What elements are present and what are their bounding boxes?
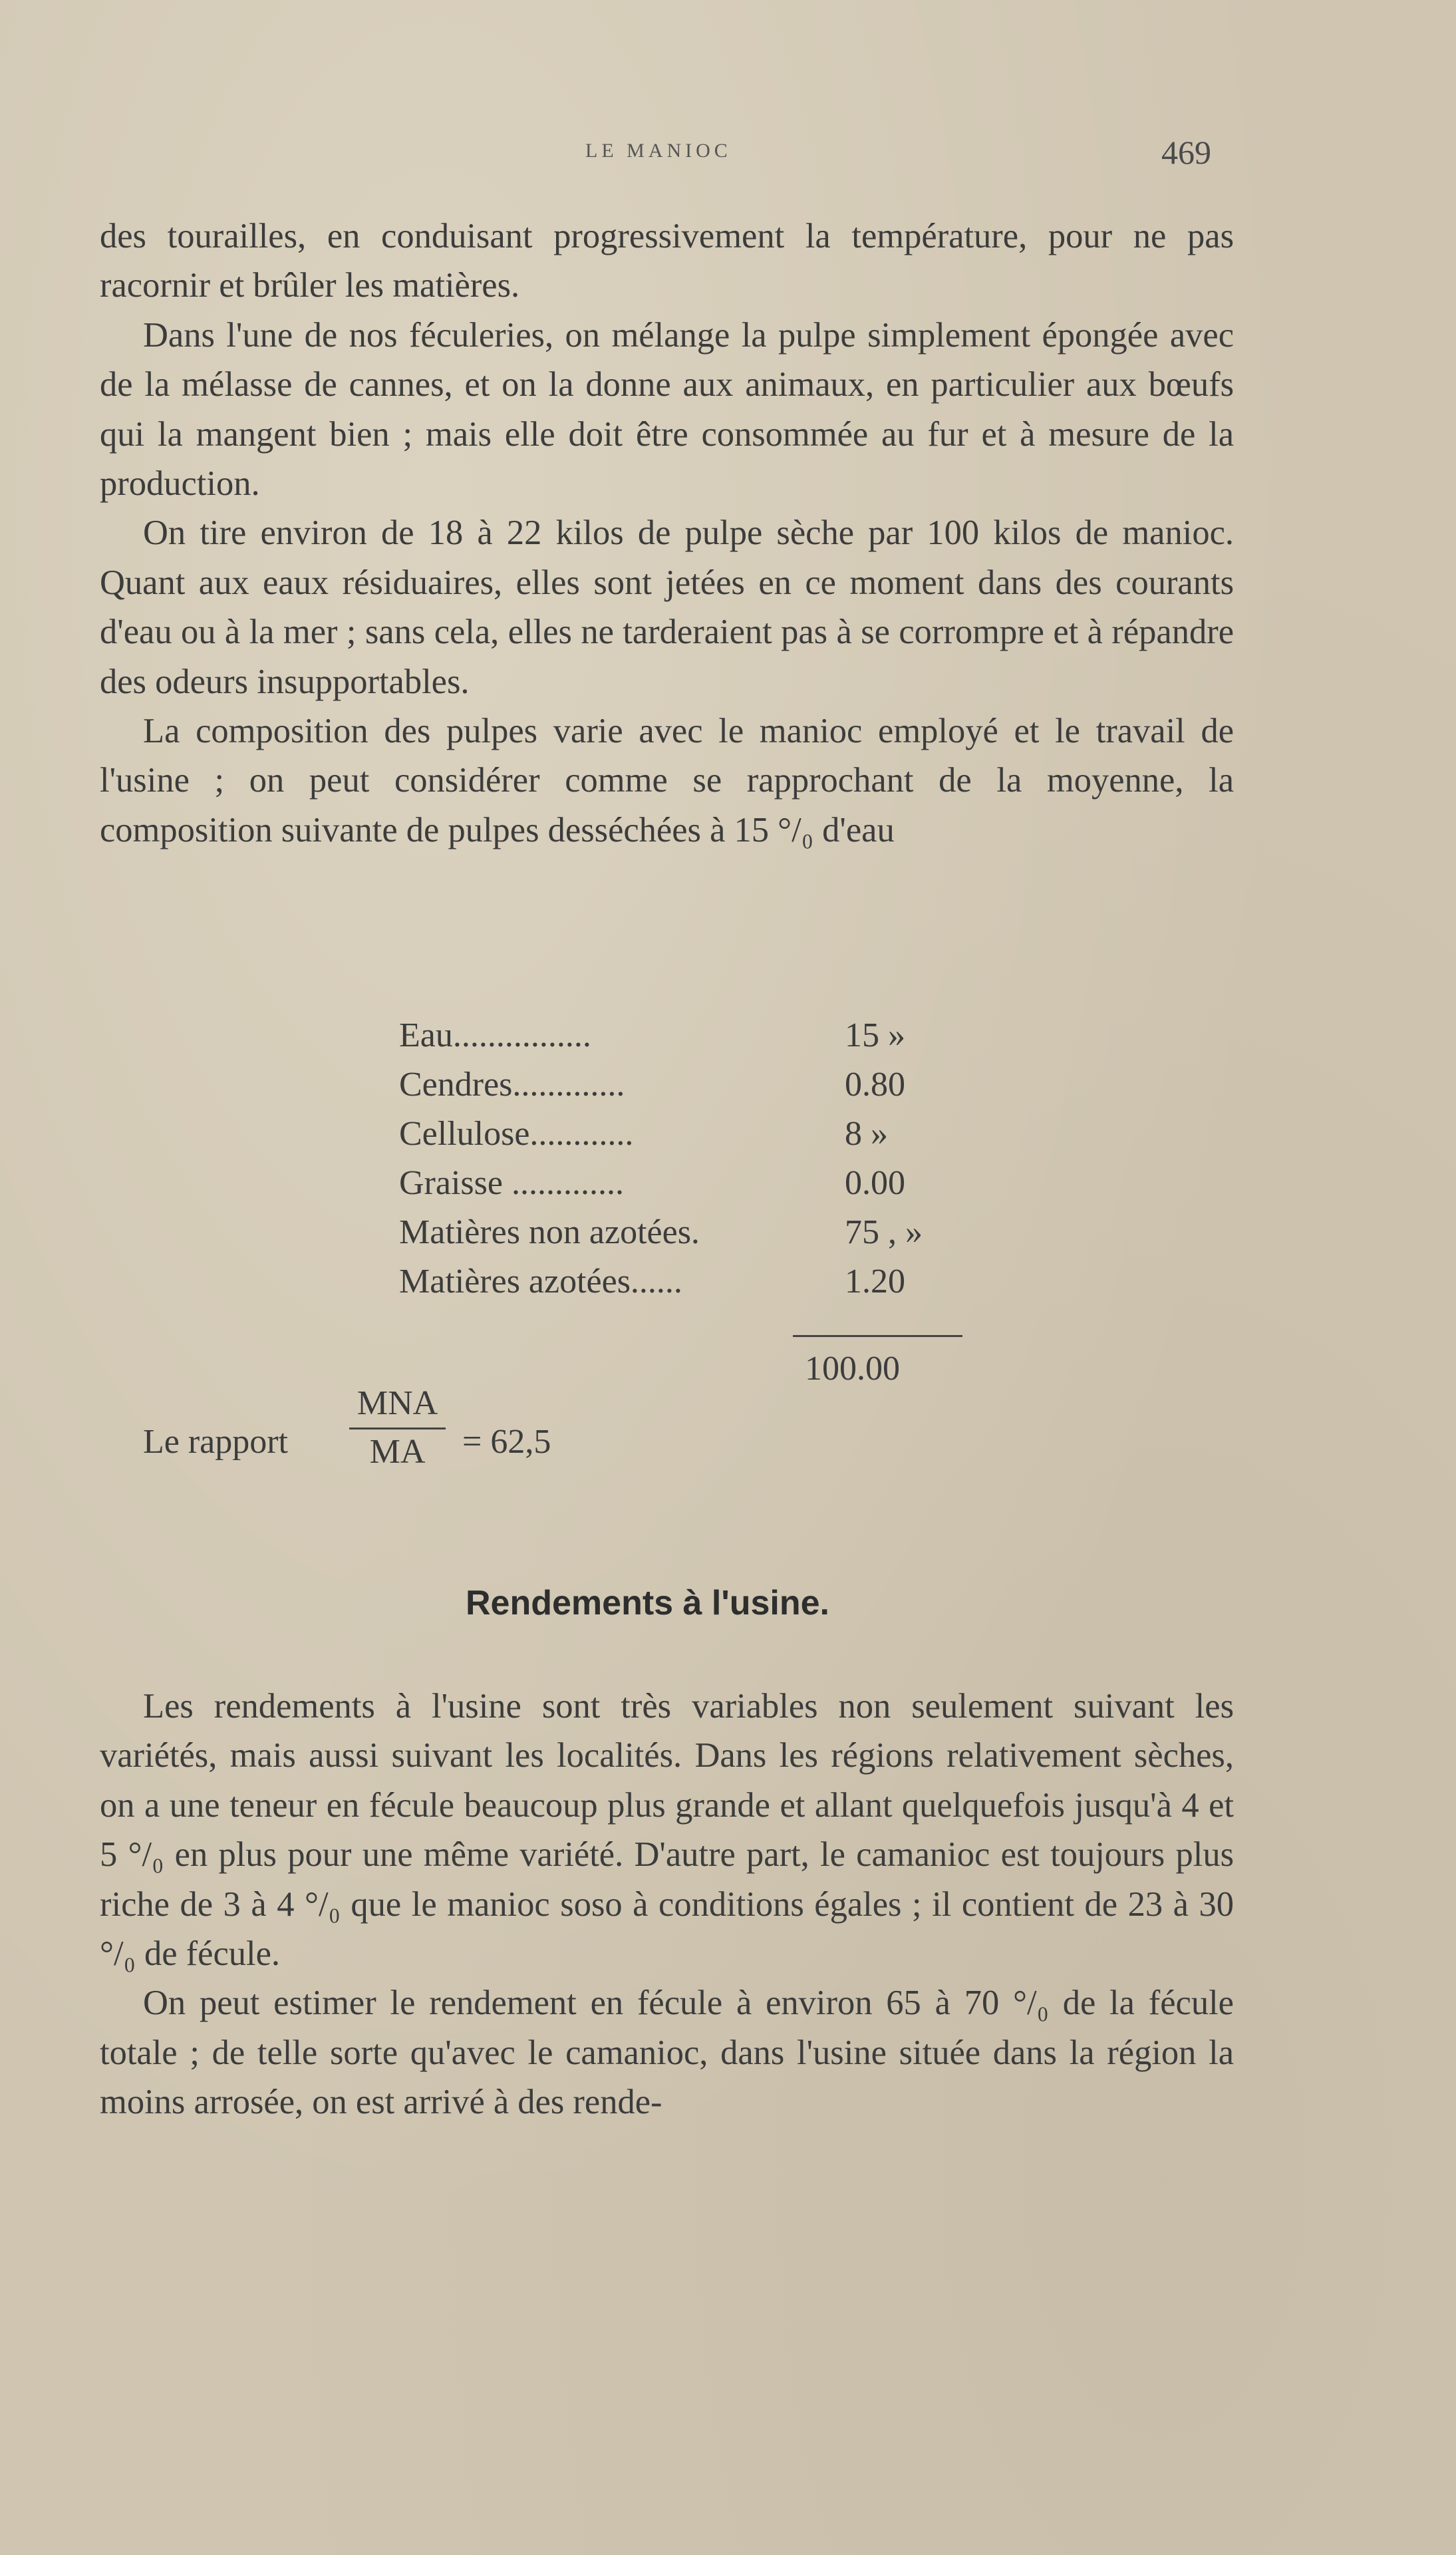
fraction-numerator: MNA xyxy=(357,1384,438,1422)
row-value: 0.80 xyxy=(845,1066,905,1104)
running-head: LE MANIOC xyxy=(585,140,732,162)
row-value: 0.00 xyxy=(845,1164,905,1202)
paragraph: On tire environ de 18 à 22 kilos de pulpe sèche par 100 kilos de manioc. Quant aux eaux résiduaires, elles sont jetées en ce moment dans des courants d'eau ou à la mer ; sans cela, elles ne tarderaient pas à se corrompre et à répandre des odeurs insupportables. xyxy=(100,514,1234,701)
paragraph: Les rendements à l'usine sont très variables non seulement suivant les variétés, mais aussi suivant les localités. Dans les régions relativement sèches, on a une teneur en fécule beaucoup plus grande et allant quelquefois jusqu'à 4 et 5 °/₀ en plus pour une même variété. D'autre part, le camanioc est toujours plus riche de 3 à 4 °/₀ que le manioc soso à conditions égales ; il contient de 23 à 30 °/₀ de fécule. xyxy=(100,1687,1234,1974)
body-text-bottom xyxy=(100,1682,1234,2127)
table-row xyxy=(399,1011,958,1060)
table-row xyxy=(399,1110,958,1159)
row-label: Graisse ............. xyxy=(399,1164,624,1202)
row-value: 75 , » xyxy=(845,1213,923,1251)
row-value: 1.20 xyxy=(845,1263,905,1300)
row-value: 8 » xyxy=(845,1115,888,1153)
table-total: 100.00 xyxy=(805,1350,900,1388)
paragraph: des tourailles, en conduisant progressivement la température, pour ne pas racornir et brûler les matières. xyxy=(100,217,1234,305)
paragraph: On peut estimer le rendement en fécule à environ 65 à 70 °/₀ de la fécule totale ; de telle sorte qu'avec le camanioc, dans l'usine située dans la région la moins arrosée, on est arrivé à des rende- xyxy=(100,1984,1234,2122)
fraction-denominator: MA xyxy=(369,1433,426,1471)
row-label: Cendres............. xyxy=(399,1066,625,1104)
section-heading: Rendements à l'usine. xyxy=(466,1584,829,1622)
body-text-top xyxy=(100,212,1234,855)
fraction xyxy=(349,1384,446,1472)
table-row xyxy=(399,1060,958,1110)
row-label: Matières non azotées. xyxy=(399,1213,700,1251)
row-label: Eau................ xyxy=(399,1016,591,1054)
paragraph: La composition des pulpes varie avec le manioc employé et le travail de l'usine ; on peut considérer comme se rapprochant de la moyenne, la composition suivante de pulpes desséchées à 15 °/₀ d'eau xyxy=(100,712,1234,849)
fraction-bar xyxy=(349,1428,446,1429)
row-label: Matières azotées...... xyxy=(399,1263,682,1300)
paragraph: Dans l'une de nos féculeries, on mélange la pulpe simplement épongée avec de la mélasse de cannes, et on la donne aux animaux, en particulier aux bœufs qui la mangent bien ; mais elle doit être consommée au fur et à mesure de la production. xyxy=(100,315,1234,504)
table-row xyxy=(399,1159,958,1208)
table-row xyxy=(399,1257,958,1306)
ratio-label: Le rapport xyxy=(143,1423,289,1461)
ratio-value: = 62,5 xyxy=(462,1423,551,1461)
table-row xyxy=(399,1208,958,1257)
page-number: 469 xyxy=(1161,134,1211,171)
composition-table xyxy=(399,1011,958,1306)
sum-rule xyxy=(793,1335,962,1337)
row-value: 15 » xyxy=(845,1016,905,1054)
row-label: Cellulose............ xyxy=(399,1115,634,1153)
